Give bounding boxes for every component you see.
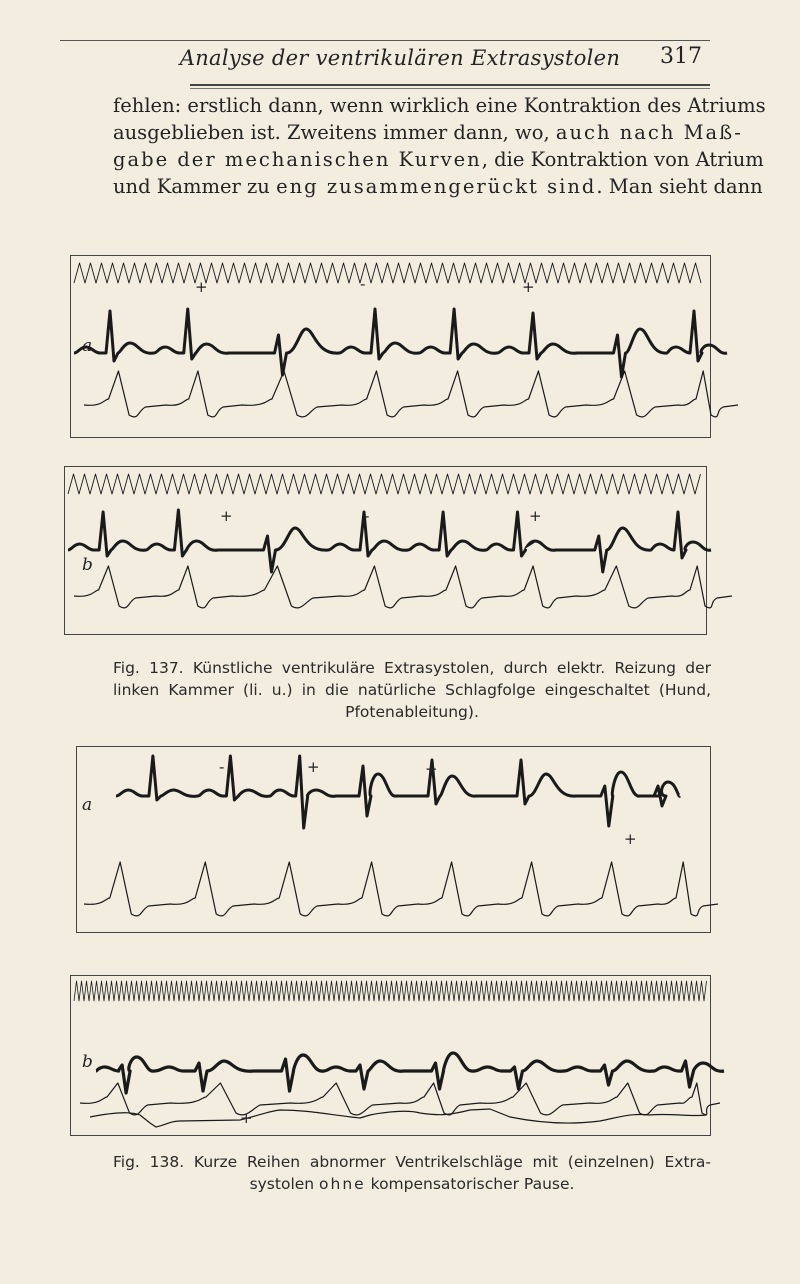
stimulus-mark: + [240, 1109, 253, 1127]
panel-letter: a [82, 336, 93, 356]
panel-letter: b [82, 555, 93, 575]
caption-line: Pfotenableitung). [345, 703, 479, 721]
running-title: Analyse der ventrikulären Extrasystolen [179, 46, 621, 70]
mechanical-trace [80, 1083, 720, 1115]
ecg-trace [68, 510, 711, 572]
stimulus-mark: + [425, 760, 438, 778]
lower-trace [90, 1109, 706, 1127]
panel-letter: b [82, 1052, 93, 1072]
body-line: gabe der mechanischen Kurven, die Kontraktion von Atrium [113, 148, 764, 171]
caption-line: systolen ohne kompensatorischer Pause. [249, 1175, 575, 1193]
figure-137a [70, 255, 712, 440]
caption-line: linken Kammer (li. u.) in die natürliche Schlagfolge eingeschaltet (Hund, [113, 681, 711, 699]
caption-line: Fig. 138. Kurze Reihen abnormer Ventrikelschläge mit (einzelnen) Extra- [113, 1153, 711, 1171]
figure-137b-traces [64, 466, 710, 636]
running-head [0, 46, 800, 80]
header-rule [190, 84, 710, 86]
stimulus-mark: - [360, 275, 366, 293]
body-line: ausgeblieben ist. Zweitens immer dann, wo, auch nach Maß- [113, 121, 743, 144]
body-line: und Kammer zu eng zusammengerückt sind. Man sieht dann [113, 175, 763, 198]
stimulus-mark: - [364, 507, 370, 525]
stimulus-mark: + [529, 507, 542, 525]
figure-138b-traces [70, 975, 712, 1137]
figure-138b [70, 975, 712, 1137]
stimulus-mark: + [522, 278, 535, 296]
panel-letter: a [82, 795, 93, 815]
ecg-trace [116, 756, 680, 828]
caption-line: Fig. 137. Künstliche ventrikuläre Extrasystolen, durch elektr. Reizung der [113, 659, 711, 677]
mechanical-trace [84, 371, 738, 417]
ecg-trace [74, 309, 727, 377]
figure-137b [64, 466, 710, 636]
timing-trace [74, 981, 707, 1001]
stimulus-mark: + [307, 758, 320, 776]
header-rule-thin [190, 88, 710, 89]
mechanical-trace [84, 862, 718, 916]
figure-137a-traces [70, 255, 712, 440]
body-paragraph [113, 92, 766, 200]
body-line: fehlen: erstlich dann, wenn wirklich eine Kontraktion des Atriums [113, 94, 766, 117]
stimulus-mark: + [624, 830, 637, 848]
figure-138a [76, 746, 712, 934]
timing-trace [68, 474, 701, 494]
stimulus-mark: + [195, 278, 208, 296]
figure-138a-traces [76, 746, 712, 934]
stimulus-mark: - [219, 758, 225, 776]
figure-frame [65, 467, 707, 635]
figure-138-caption [113, 1151, 711, 1195]
timing-trace [74, 263, 701, 283]
figure-137-caption [113, 657, 711, 723]
page-number: 317 [660, 44, 702, 69]
top-rule [60, 40, 710, 41]
stimulus-mark: + [220, 507, 233, 525]
mechanical-trace [74, 566, 732, 608]
